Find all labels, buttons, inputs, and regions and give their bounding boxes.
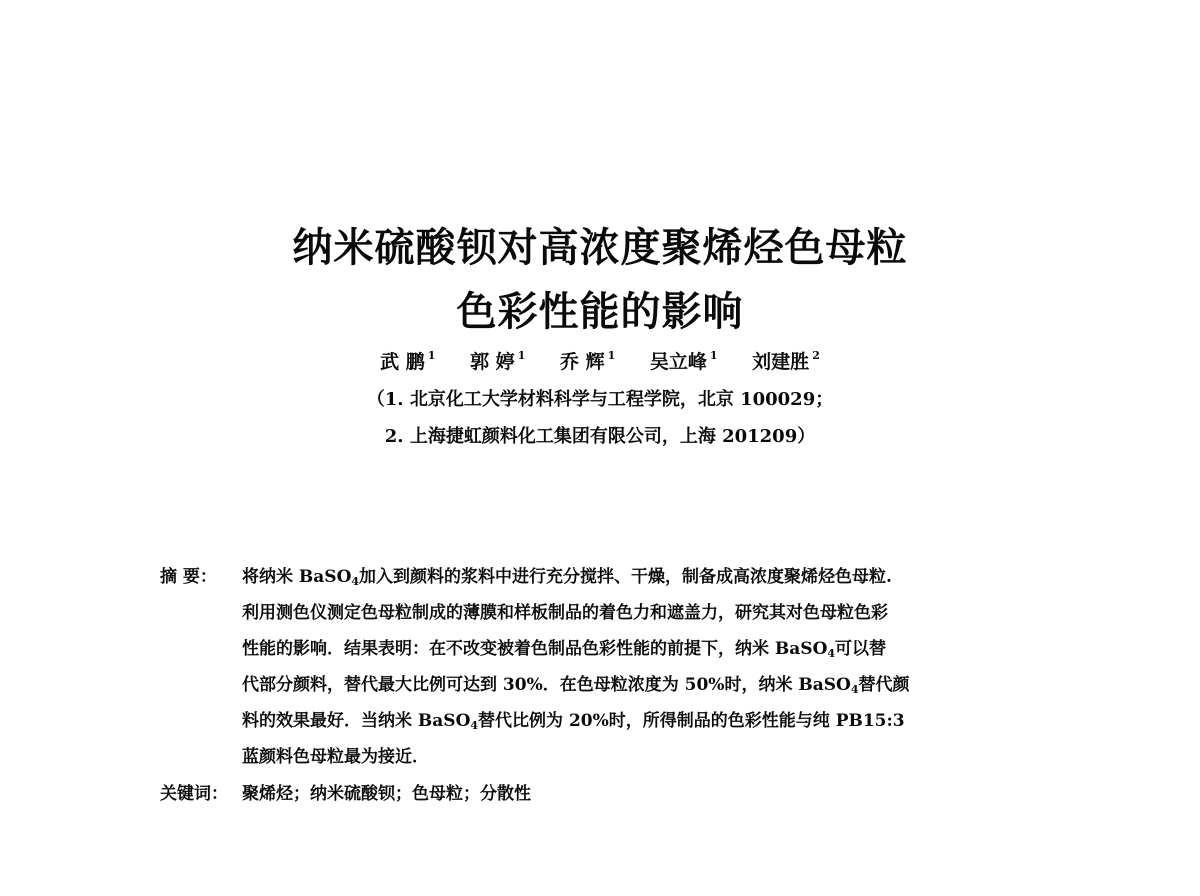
- author-affiliation-mark: 1: [709, 349, 718, 362]
- abstract-text-part: 性能的影响．结果表明：在不改变被着色制品色彩性能的前提下，纳米 BaSO: [242, 639, 828, 659]
- author-name: 刘建胜: [752, 351, 810, 373]
- abstract-text: 蓝颜料色母粒最为接近．: [242, 747, 429, 767]
- keywords-label: 关键词：: [160, 784, 228, 804]
- abstract: [160, 567, 1040, 783]
- subscript: 4: [850, 683, 859, 696]
- paper-title-line-2: 色彩性能的影响: [456, 289, 744, 335]
- author-list: [0, 350, 1200, 372]
- abstract-text-part: 可以替: [835, 639, 887, 659]
- abstract-text-part: 替代颜: [858, 675, 910, 695]
- subscript: 4: [827, 647, 836, 660]
- abstract-text: [242, 675, 910, 700]
- abstract-line: [160, 639, 1040, 675]
- author-name: 武 鹏: [380, 351, 425, 373]
- subscript: 4: [470, 719, 479, 732]
- author-name: 郭 婷: [470, 351, 515, 373]
- author-affiliation-mark: 1: [427, 349, 436, 362]
- author-affiliation-mark: 1: [607, 349, 616, 362]
- abstract-text-part: 料的效果最好．当纳米 BaSO: [242, 711, 471, 731]
- abstract-line: [160, 675, 1040, 711]
- author-affiliation-mark: 1: [517, 349, 526, 362]
- author: [650, 350, 718, 372]
- author: [380, 350, 435, 372]
- subscript: 4: [351, 575, 360, 588]
- paper-title-line-1: 纳米硫酸钡对高浓度聚烯烃色母粒: [292, 225, 908, 271]
- author-affiliation-mark: 2: [812, 349, 820, 362]
- abstract-line: [160, 567, 1040, 603]
- affiliation-line-1: （1. 北京化工大学材料科学与工程学院，北京 100029；: [366, 389, 834, 410]
- abstract-text: 利用测色仪测定色母粒制成的薄膜和样板制品的着色力和遮盖力，研究其对色母粒色彩: [242, 603, 888, 623]
- abstract-text: [242, 639, 886, 664]
- author: [752, 350, 820, 372]
- abstract-text: [242, 711, 905, 736]
- abstract-label: 摘 要：: [160, 567, 217, 587]
- abstract-text-part: 替代比例为 20%时，所得制品的色彩性能与纯 PB15:3: [478, 711, 905, 731]
- affiliation-line-2: 2. 上海捷虹颜料化工集团有限公司，上海 201209）: [384, 426, 816, 447]
- abstract-text-part: 将纳米 BaSO: [242, 567, 352, 587]
- keywords-text: 聚烯烃；纳米硫酸钡；色母粒；分散性: [242, 784, 531, 804]
- abstract-text-part: 代部分颜料，替代最大比例可达到 30%．在色母粒浓度为 50%时，纳米 BaSO: [242, 675, 851, 695]
- author-name: 吴立峰: [649, 351, 707, 373]
- author-name: 乔 辉: [559, 351, 605, 373]
- author: [470, 350, 525, 372]
- abstract-line: [160, 603, 1040, 639]
- abstract-text-part: 加入到颜料的浆料中进行充分搅拌、干燥，制备成高浓度聚烯烃色母粒.: [359, 567, 892, 587]
- author: [560, 350, 615, 372]
- abstract-line: [160, 747, 1040, 783]
- abstract-text: [242, 567, 1042, 592]
- abstract-line: [160, 711, 1040, 747]
- keywords: [160, 779, 1040, 803]
